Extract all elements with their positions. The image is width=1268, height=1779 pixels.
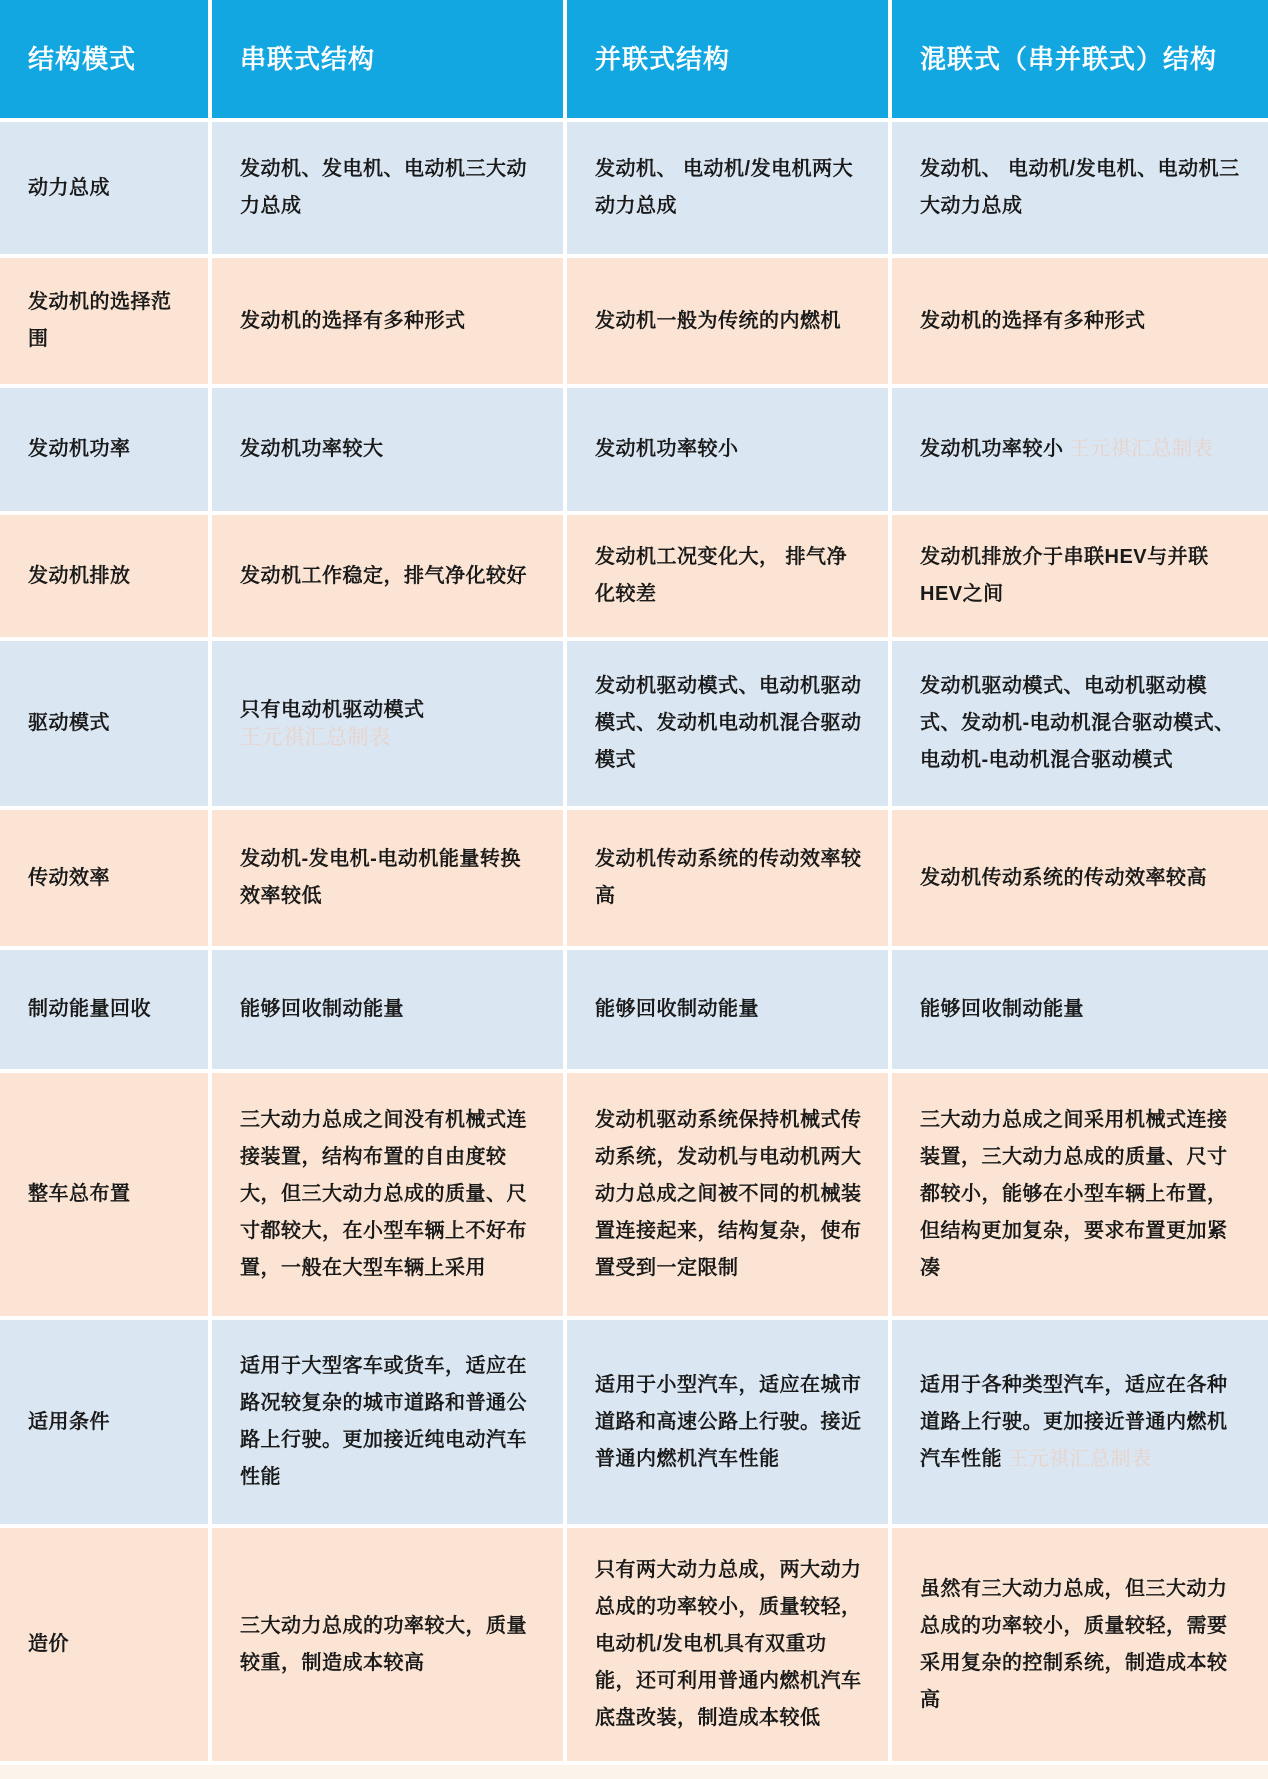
table-row-transmission-efficiency [0, 810, 1268, 946]
cell-combined: 发动机传动系统的传动效率较高 [892, 810, 1268, 946]
cell-parallel: 适用于小型汽车，适应在城市道路和高速公路上行驶。接近普通内燃机汽车性能 [567, 1320, 888, 1524]
header-cell-series: 串联式结构 [212, 0, 563, 118]
table-row-applicable-conditions [0, 1320, 1268, 1524]
row-label: 驱动模式 [0, 641, 208, 806]
row-label: 发动机排放 [0, 515, 208, 637]
table-row-drive-mode [0, 641, 1268, 806]
cell-series: 发动机-发电机-电动机能量转换效率较低 [212, 810, 563, 946]
cell-series: 发动机的选择有多种形式 [212, 258, 563, 384]
cell-parallel: 发动机、 电动机/发电机两大动力总成 [567, 122, 888, 254]
cell-series: 发动机、发电机、电动机三大动力总成 [212, 122, 563, 254]
cell-text: 发动机功率较小 [920, 438, 1064, 460]
cell-combined: 三大动力总成之间采用机械式连接装置，三大动力总成的质量、尺寸都较小，能够在小型车辆上布置，但结构更加复杂，要求布置更加紧凑 [892, 1073, 1268, 1316]
cell-combined: 虽然有三大动力总成，但三大动力总成的功率较小，质量较轻，需要采用复杂的控制系统，制造成本较高 [892, 1528, 1268, 1761]
row-label: 发动机功率 [0, 388, 208, 511]
cell-series: 三大动力总成的功率较大，质量较重，制造成本较高 [212, 1528, 563, 1761]
cell-parallel: 发动机一般为传统的内燃机 [567, 258, 888, 384]
cell-parallel: 发动机驱动模式、电动机驱动模式、发动机电动机混合驱动模式 [567, 641, 888, 806]
table-row-powertrain [0, 122, 1268, 254]
row-label: 制动能量回收 [0, 950, 208, 1069]
cell-series [212, 641, 563, 806]
cell-parallel: 发动机驱动系统保持机械式传动系统，发动机与电动机两大动力总成之间被不同的机械装置连接起来，结构复杂，使布置受到一定限制 [567, 1073, 888, 1316]
cell-combined: 发动机、 电动机/发电机、电动机三大动力总成 [892, 122, 1268, 254]
table-row-engine-emission [0, 515, 1268, 637]
watermark: 王元祺汇总制表 [1008, 1447, 1152, 1470]
cell-parallel: 发动机工况变化大， 排气净化较差 [567, 515, 888, 637]
row-label: 传动效率 [0, 810, 208, 946]
cell-combined [892, 1320, 1268, 1524]
cell-parallel: 只有两大动力总成，两大动力总成的功率较小，质量较轻，电动机/发电机具有双重功能，还可利用普通内燃机汽车底盘改装，制造成本较低 [567, 1528, 888, 1761]
header-cell-combined: 混联式（串并联式）结构 [892, 0, 1268, 118]
cell-parallel: 发动机功率较小 [567, 388, 888, 511]
cell-series: 三大动力总成之间没有机械式连接装置，结构布置的自由度较大，但三大动力总成的质量、尺寸都较大，在小型车辆上不好布置，一般在大型车辆上采用 [212, 1073, 563, 1316]
cell-combined [892, 388, 1268, 511]
watermark: 王元祺汇总制表 [1069, 438, 1213, 460]
cell-combined: 发动机驱动模式、电动机驱动模式、发动机-电动机混合驱动模式、电动机-电动机混合驱动模式 [892, 641, 1268, 806]
row-label: 发动机的选择范围 [0, 258, 208, 384]
row-label: 造价 [0, 1528, 208, 1761]
cell-combined: 发动机的选择有多种形式 [892, 258, 1268, 384]
table-row-brake-energy-recovery [0, 950, 1268, 1069]
header-cell-parallel: 并联式结构 [567, 0, 888, 118]
table-header-row [0, 0, 1268, 118]
row-label: 动力总成 [0, 122, 208, 254]
row-label: 整车总布置 [0, 1073, 208, 1316]
cell-parallel: 发动机传动系统的传动效率较高 [567, 810, 888, 946]
header-cell-structure-mode: 结构模式 [0, 0, 208, 118]
cell-series: 能够回收制动能量 [212, 950, 563, 1069]
cell-series: 发动机工作稳定，排气净化较好 [212, 515, 563, 637]
cell-combined: 能够回收制动能量 [892, 950, 1268, 1069]
table-row-engine-selection [0, 258, 1268, 384]
cell-text: 只有电动机驱动模式 [240, 698, 425, 721]
bottom-strip [0, 1765, 1268, 1779]
row-label: 适用条件 [0, 1320, 208, 1524]
cell-parallel: 能够回收制动能量 [567, 950, 888, 1069]
cell-combined: 发动机排放介于串联HEV与并联HEV之间 [892, 515, 1268, 637]
table-row-engine-power [0, 388, 1268, 511]
cell-text: 适用于各种类型汽车，适应在各种道路上行驶。更加接近普通内燃机汽车性能 王元祺汇总制表 [920, 1373, 1228, 1470]
watermark: 王元祺汇总制表 [240, 725, 391, 749]
cell-series: 发动机功率较大 [212, 388, 563, 511]
cell-series: 适用于大型客车或货车，适应在路况较复杂的城市道路和普通公路上行驶。更加接近纯电动汽车性能 [212, 1320, 563, 1524]
table-row-vehicle-layout [0, 1073, 1268, 1316]
table-row-cost [0, 1528, 1268, 1761]
